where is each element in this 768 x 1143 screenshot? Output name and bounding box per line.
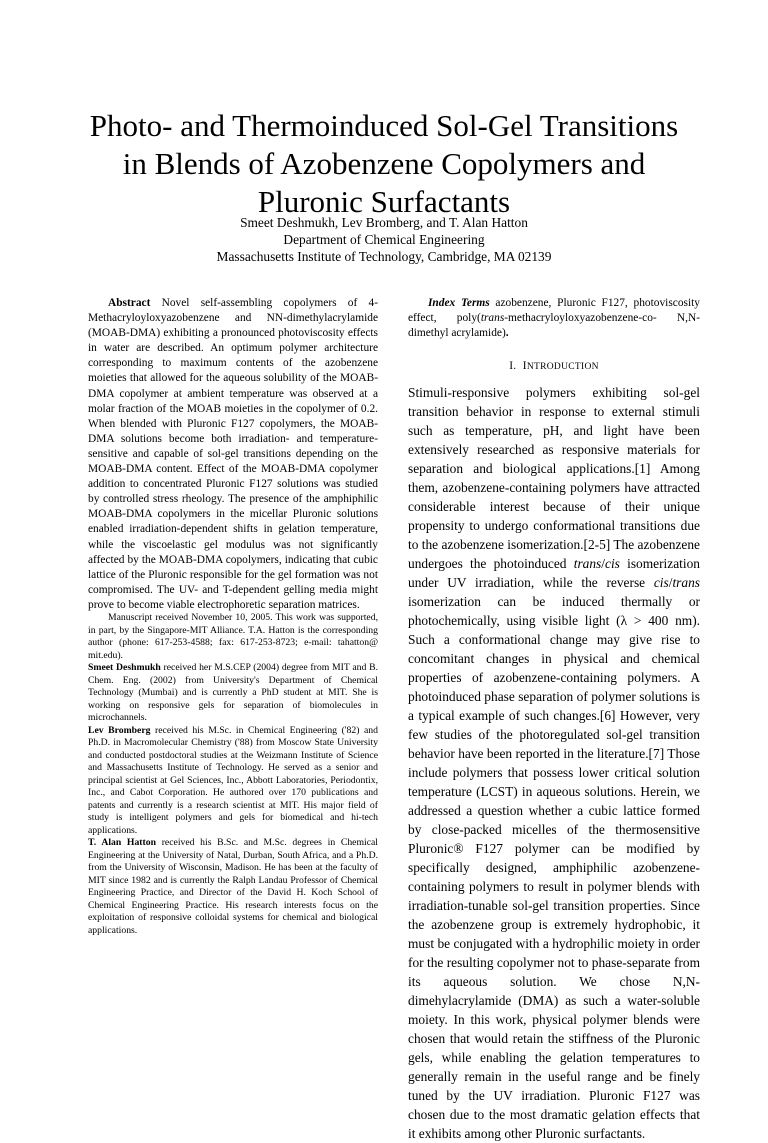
intro-text: isomerization can be induced thermally or photochemically, using visible light (λ > 400 nm). Such a conformational change may give rise to concomitant changes in physical and chemical properties of azobenzene-containing polymers. A photoinduced phase separation of polymer solutions is a typical example of such changes.[6] However, very few studies of the photoregulated sol-gel transition behavior have been reported in the literature.[7] Those include polymers that possess lower critical solution temperature (LCST) in aqueous solutions. Herein, we addressed a question whether a cubic lattice formed by close-packed micelles of the thermosensitive Pluronic® F127 polymer can be modified by specifically designed, amphiphilic azobenzene-containing polymers to result in polymer blends with irradiation-tunable sol-gel transition properties. Since the azobenzene group is extremely hydrophobic, it must be conjugated with a hydrophilic moiety in order for the resulting copolymer not to phase-separate from its aqueous solution. We chose N,N-dimehylacrylamide (DMA) as such a water-soluble moiety. In this work, physical polymer blends were chosen that would retain the stiffness of the Pluronic gels, while enabling the gelation temperatures to generally remain in the useful range and be finely tuned by the UV irradiation. Pluronic F127 was chosen due to the most dramatic gelation effects that it exhibits among other Pluronic surfactants. xyxy=(408,594,700,1142)
intro-italic: cis xyxy=(605,556,620,572)
bio-deshmukh xyxy=(88,662,378,725)
index-terms-label: Index Terms xyxy=(428,297,490,309)
bio-hatton xyxy=(88,837,378,937)
index-terms-period: . xyxy=(505,327,509,340)
abstract-text: Novel self-assembling copolymers of 4-Methacryloyloxyazobenzene and NN-dimethylacrylamide (MOAB-DMA) exhibiting a pronounced photoviscosity effects in water are described. An optimum polymer architecture corresponding to maximum contents of the azobenzene moieties that allowed for the aqueous solubility of the MOAB-DMA copolymer at ambient temperature was observed at a molar fraction of the MOAB moieties in the copolymer of 0.2. When blended with Pluronic F127 copolymers, the MOAB-DMA solutions become both irradiation- and temperature-sensitive and capable of sol-gel transitions depending on the MOAB-DMA content. Effect of the MOAB-DMA copolymer addition to concentrated Pluronic F127 solutions was studied by controlled stress rheology. The presence of the amphiphilic MOAB-DMA copolymers in the micellar Pluronic solutions enabled irradiation-dependent shifts in gelation temperature, while the viscoelastic gel modulus was not significantly affected by the MOAB-DMA copolymers, indicating that cubic lattice of the Pluronic responsible for the gel formation was not compromised. The UV- and T-dependent gelling media might prove to become viable electrophoretic separation matrices. xyxy=(88,297,378,611)
bio-name: T. Alan Hatton xyxy=(88,837,156,848)
abstract xyxy=(88,296,378,613)
right-column xyxy=(408,296,700,1143)
intro-italic: trans xyxy=(573,556,602,572)
section-heading-introduction xyxy=(408,357,700,377)
index-terms-text: -methacryloyloxyazobenzene-co- N,N-dimethyl acrylamide) xyxy=(408,312,700,340)
abstract-label: Abstract xyxy=(108,297,151,309)
footnote xyxy=(88,612,378,937)
index-terms-text: azobenzene, Pluronic F127, photoviscosity effect, poly( xyxy=(408,297,700,325)
section-number: I. xyxy=(509,360,517,373)
intro-italic: cis xyxy=(653,575,669,591)
bio-text: received his M.Sc. in Chemical Engineering ('82) and Ph.D. in Macromolecular Chemistry ('88) from Moscow State University and conducted postdoctoral studies at the Weizmann Institute of Science and Massachusetts Institute of Technology. He served as a senior and principal scientist at Gel Sciences, Inc., Abbott Laboratories, Periodontix, Inc., and Cabot Corporation. He authored over 170 publications and patents and currently is a research scientist at MIT. His major field of study is intelligent polymers and gels for biomedical and hi-tech applications. xyxy=(88,724,378,836)
department: Department of Chemical Engineering xyxy=(283,232,485,247)
bio-text: received her M.S.CEP (2004) degree from MIT and B. Chem. Eng. (2002) from University's Department of Chemical Technology (Mumbai) and is currently a PhD student at MIT. She is working on responsive gels for separation of biomolecules in microchannels. xyxy=(88,662,378,723)
section-title-rest: NTRODUCTION xyxy=(526,362,599,373)
author-block xyxy=(120,214,648,265)
left-column xyxy=(88,296,378,613)
bio-text: received his B.Sc. and M.Sc. degrees in Chemical Engineering at the University of Natal, Durban, South Africa, and a Ph.D. from the University of Wisconsin, Madison. He has been at the faculty of MIT since 1982 and is currently the Ralph Landau Professor of Chemical Engineering Practice, and Director of the David H. Koch School of Chemical Engineering Practice. His research interests focus on the exploitation of responsive colloidal systems for chemical and biological applications. xyxy=(88,837,378,936)
intro-text: / xyxy=(601,556,606,572)
intro-text: Stimuli-responsive polymers exhibiting sol-gel transition behavior in response to external stimuli such as temperature, pH, and light have been extensively researched as responsive materials for separation and biological applications.[1] Among them, azobenzene-containing polymers have attracted considerable interest because of their unique propensity to undergo conformational transitions due to the azobenzene isomerization.[2-5] The azobenzene undergoes the photoinduced xyxy=(408,385,700,572)
index-terms xyxy=(408,296,700,341)
manuscript-note: Manuscript received November 10, 2005. This work was supported, in part, by the Singapore-MIT Alliance. T.A. Hatton is the corresponding author (phone: 617-253-4588; fax: 617-253-8723; e-mail: tahatton@ mit.edu). xyxy=(88,612,378,661)
paper-title: Photo- and Thermoinduced Sol-Gel Transitions in Blends of Azobenzene Copolymers and Pluronic Surfactants xyxy=(89,107,679,219)
intro-text: isomerization under UV irradiation, while the reverse xyxy=(408,556,701,591)
bio-bromberg xyxy=(88,725,378,838)
introduction-paragraph xyxy=(408,383,700,1143)
intro-italic: trans xyxy=(672,575,700,591)
bio-name: Smeet Deshmukh xyxy=(88,662,161,673)
intro-text: / xyxy=(668,575,673,591)
bio-name: Lev Bromberg xyxy=(88,724,151,736)
authors: Smeet Deshmukh, Lev Bromberg, and T. Alan Hatton xyxy=(240,215,528,230)
institution: Massachusetts Institute of Technology, Cambridge, MA 02139 xyxy=(216,249,552,264)
index-terms-italic: trans xyxy=(480,312,505,325)
section-title-initial: I xyxy=(522,360,527,373)
